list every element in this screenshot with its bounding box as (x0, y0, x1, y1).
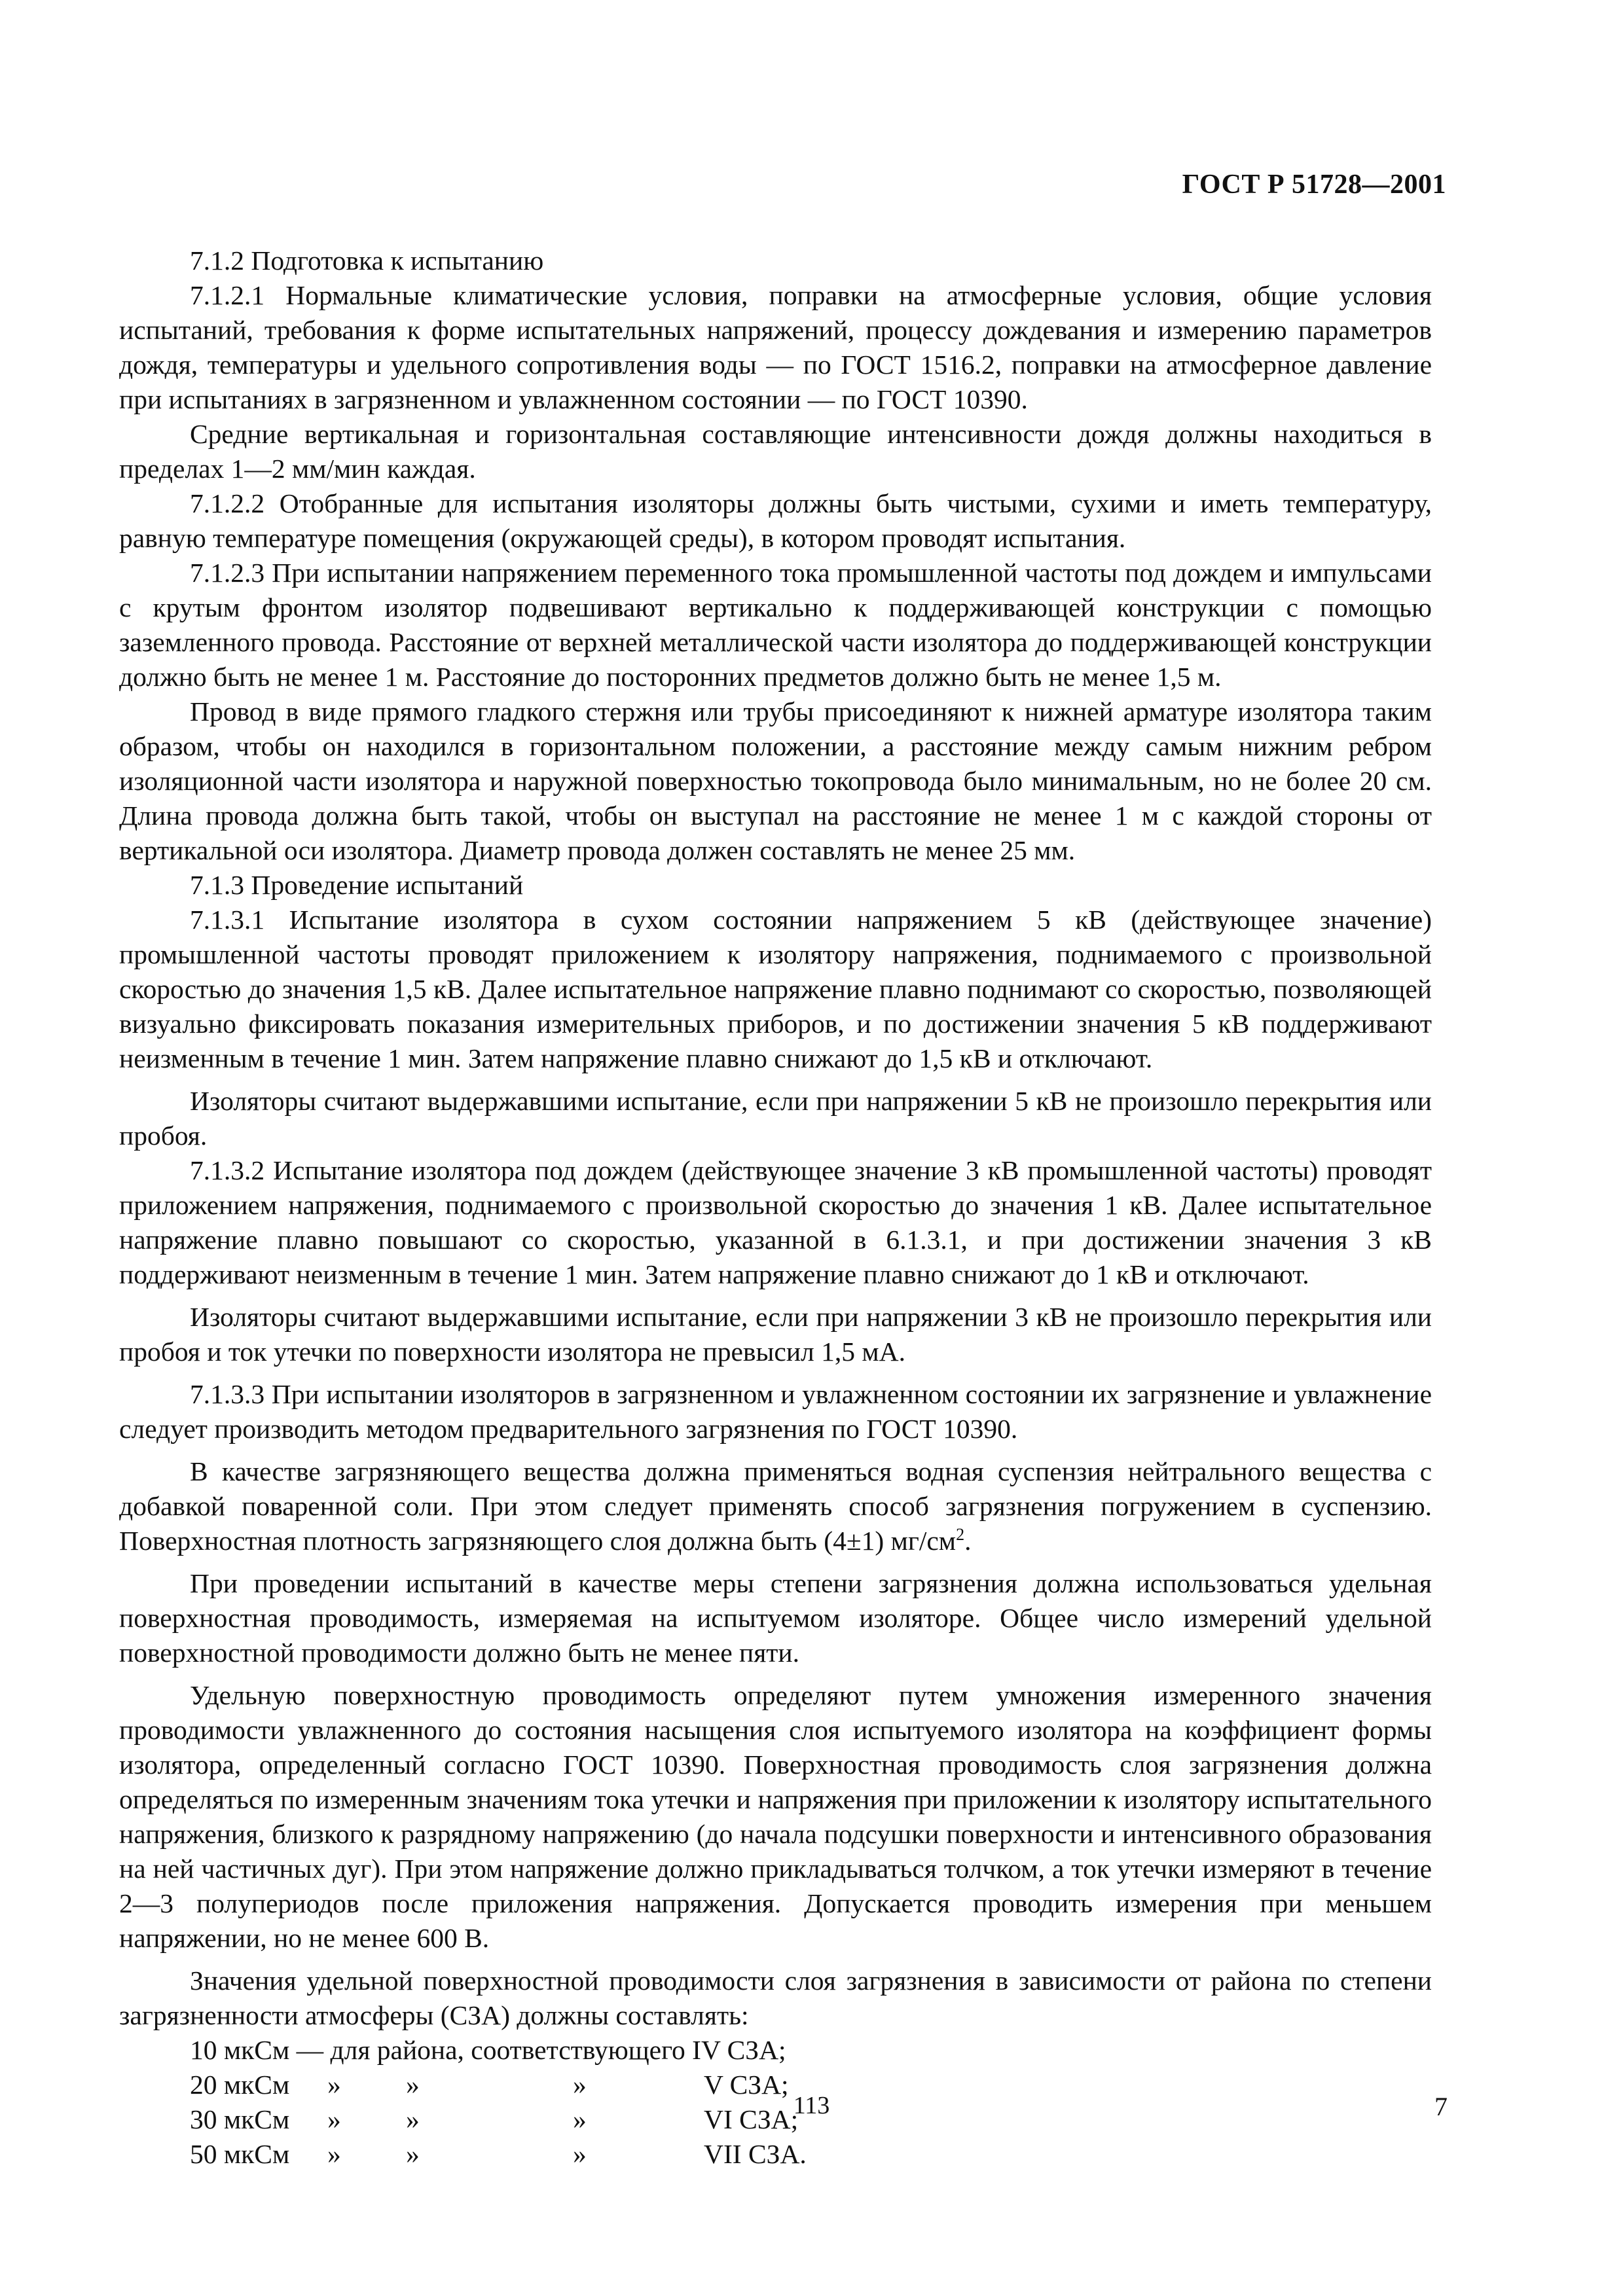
norms-first-line: 10 мкСм — для района, соответствующего IV СЗА; (190, 2035, 786, 2065)
paragraph: Изоляторы считают выдержавшими испытание, если при напряжении 3 кВ не произошло перекрытия или пробоя и ток утечки по поверхности изолятора не превысил 1,5 мА. (119, 1302, 1432, 1367)
ditto-mark: » (406, 2104, 420, 2134)
ditto-mark: » (573, 2070, 587, 2100)
norm-value: 30 мкСм (190, 2104, 290, 2134)
paragraph-text: В качестве загрязняющего вещества должна применяться водная суспензия нейтрального вещества с добавкой поваренной соли. При этом следует применять способ загрязнения погружением в суспензию. Поверхностная плотность загрязняющего слоя должна быть (4±1) мг/см (119, 1456, 1432, 1556)
paragraph: 7.1.2.1 Нормальные климатические условия, поправки на атмосферные условия, общие условия испытаний, требования к форме испытательных напряжений, процессу дождевания и измерению параметров дождя, температуры и удельного сопротивления воды — по ГОСТ 1516.2, поправки на атмосферное давление при испытаниях в загрязненном и увлажненном состоянии — по ГОСТ 10390. (119, 280, 1432, 414)
ditto-mark: » (573, 2104, 587, 2134)
paragraph: 7.1.3.3 При испытании изоляторов в загрязненном и увлажненном состоянии их загрязнение и увлажнение следует производить методом предварительного загрязнения по ГОСТ 10390. (119, 1379, 1432, 1444)
ditto-mark: » (327, 2104, 341, 2134)
paragraph: Значения удельной поверхностной проводимости слоя загрязнения в зависимости от района по степени загрязненности атмосферы (СЗА) должны составлять: (119, 1965, 1432, 2030)
ditto-mark: » (406, 2139, 420, 2169)
section-heading: 7.1.3 Проведение испытаний (190, 870, 524, 900)
norm-value: 50 мкСм (190, 2139, 290, 2169)
page-number: 7 (1434, 2092, 1448, 2121)
sza-level: V СЗА; (704, 2070, 789, 2100)
paragraph: Провод в виде прямого гладкого стержня или трубы присоединяют к нижней арматуре изолятора таким образом, чтобы он находился в горизонтальном положении, а расстояние между самым нижним ребром изоляционной части изолятора и наружной поверхностью токопровода было минимальным, но не более 20 см. Длина провода должна быть такой, чтобы он выступал на расстояние не менее 1 м с каждой стороны от вертикальной оси изолятора. Диаметр провода должен составлять не менее 25 мм. (119, 696, 1432, 865)
superscript: 2 (956, 1525, 965, 1545)
paragraph: Средние вертикальная и горизонтальная составляющие интенсивности дождя должны находиться в пределах 1—2 мм/мин каждая. (119, 419, 1432, 484)
ditto-mark: » (573, 2139, 587, 2169)
paragraph: 7.1.2.3 При испытании напряжением переменного тока промышленной частоты под дождем и импульсами с крутым фронтом изолятор подвешивают вертикально к поддерживающей конструкции с помощью заземленного провода. Расстояние от верхней металлической части изолятора до поддерживающей конструкции должно быть не менее 1 м. Расстояние до посторонних предметов должно быть не менее 1,5 м. (119, 558, 1432, 692)
section-heading: 7.1.2 Подготовка к испытанию (190, 245, 544, 276)
paragraph-tail: . (964, 1526, 972, 1556)
paragraph: Изоляторы считают выдержавшими испытание, если при напряжении 5 кВ не произошло перекрытия или пробоя. (119, 1086, 1432, 1151)
paragraph: 7.1.3.2 Испытание изолятора под дождем (действующее значение 3 кВ промышленной частоты) проводят приложением напряжения, поднимаемого с произвольной скоростью до значения 1 кВ. Далее испытательное напряжение плавно повышают со скоростью, указанной в 6.1.3.1, и при достижении значения 3 кВ поддерживают неизменным в течение 1 мин. Затем напряжение плавно снижают до 1 кВ и отключают. (119, 1155, 1432, 1289)
ditto-mark: » (327, 2139, 341, 2169)
collection-page-number: 113 (793, 2092, 830, 2119)
ditto-mark: » (406, 2070, 420, 2100)
paragraph-with-superscript (119, 1454, 1432, 1558)
norms-row (190, 2033, 807, 2068)
paragraph: При проведении испытаний в качестве меры степени загрязнения должна использоваться удельная поверхностная проводимость, измеряемая на испытуемом изоляторе. Общее число измерений удельной поверхностной проводимости должно быть не менее пяти. (119, 1568, 1432, 1668)
paragraph: 7.1.3.1 Испытание изолятора в сухом состоянии напряжением 5 кВ (действующее значение) промышленной частоты проводят приложением к изолятору напряжения, поднимаемого с произвольной скоростью до значения 1,5 кВ. Далее испытательное напряжение плавно поднимают со скоростью, позволяющей визуально фиксировать показания измерительных приборов, и по достижении значения 5 кВ поддерживают неизменным в течение 1 мин. Затем напряжение плавно снижают до 1,5 кВ и отключают. (119, 905, 1432, 1073)
paragraph: Удельную поверхностную проводимость определяют путем умножения измеренного значения проводимости увлажненного до состояния насыщения слоя испытуемого изолятора на коэффициент формы изолятора, определенный согласно ГОСТ 10390. Поверхностная проводимость слоя загрязнения должна определяться по измеренным значениям тока утечки и напряжения при приложении к изолятору испытательного напряжения, близкого к разрядному напряжению (до начала подсушки поверхности и интенсивного образования на ней частичных дуг). При этом напряжение должно прикладываться толчком, а ток утечки измеряют в течение 2—3 полупериодов после приложения напряжения. Допускается проводить измерения при меньшем напряжении, но не менее 600 В. (119, 1680, 1432, 1953)
paragraph: 7.1.2.2 Отобранные для испытания изоляторы должны быть чистыми, сухими и иметь температуру, равную температуре помещения (окружающей среды), в котором проводят испытания. (119, 488, 1432, 553)
ditto-mark: » (327, 2070, 341, 2100)
sza-level: VI СЗА; (704, 2104, 799, 2134)
norms-row (190, 2137, 807, 2172)
norm-value: 20 мкСм (190, 2070, 290, 2100)
document-body (119, 243, 1432, 2172)
document-header: ГОСТ Р 51728—2001 (1182, 170, 1446, 200)
sza-level: VII СЗА. (704, 2139, 807, 2169)
